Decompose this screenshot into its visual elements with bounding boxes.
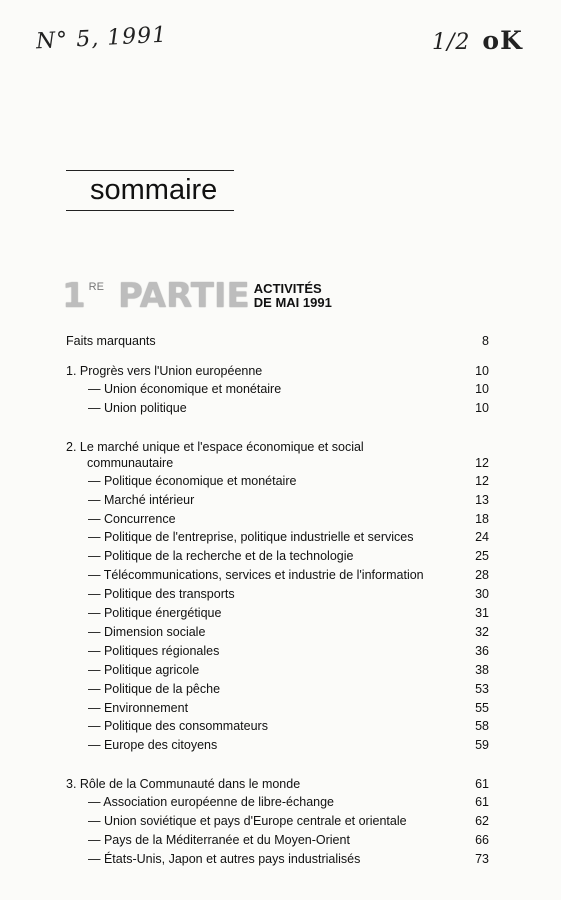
toc-entry-page: 10 <box>475 364 489 378</box>
toc-entry-page: 30 <box>475 587 489 601</box>
toc-entry-label: — Europe des citoyens <box>88 738 218 752</box>
handwritten-fraction: 1/2 <box>432 30 471 55</box>
toc-entry-page: 53 <box>475 682 489 696</box>
toc-entry-page: 18 <box>475 512 489 526</box>
toc-entry-label: — Politique des consommateurs <box>88 719 268 733</box>
toc-entry-label: 2. Le marché unique et l'espace économique et social <box>66 440 364 454</box>
toc-entry-page: 25 <box>475 549 489 563</box>
part-superscript: RE <box>88 281 104 293</box>
toc-entry-page: 36 <box>475 644 489 658</box>
toc-entry-label: — Politique agricole <box>88 663 200 677</box>
toc-entry-page: 31 <box>475 606 489 620</box>
toc-entry-label: — Politique de la recherche et de la technologie <box>88 549 354 563</box>
toc-entry-label: — Dimension sociale <box>88 625 206 639</box>
part-heading <box>62 276 332 316</box>
toc-entry-label: — Union politique <box>88 401 187 415</box>
toc-entry-page: 12 <box>475 456 489 470</box>
toc-entry-page: 73 <box>475 852 489 866</box>
toc-entry-label: — Politique des transports <box>88 587 235 601</box>
toc-entry-page: 10 <box>475 382 489 396</box>
toc-entry-label: — Pays de la Méditerranée et du Moyen-Orient <box>88 833 350 847</box>
part-label-line2: DE MAI 1991 <box>253 295 332 310</box>
title-rule-bottom <box>66 210 234 211</box>
toc-entry-label: 3. Rôle de la Communauté dans le monde <box>66 777 301 791</box>
handwritten-issue-note: N° 5, 1991 <box>35 22 168 55</box>
toc-entry-page: 38 <box>475 663 489 677</box>
part-number: 1 <box>62 276 86 316</box>
toc-entry-page: 28 <box>475 568 489 582</box>
toc-entry-label: — Politique de la pêche <box>88 682 221 696</box>
toc-entry-page: 66 <box>475 833 489 847</box>
toc-entry-label: 1. Progrès vers l'Union européenne <box>66 364 263 378</box>
toc-entry-label: communautaire <box>87 456 174 470</box>
toc-entry-page: 58 <box>475 719 489 733</box>
handwritten-ok: oK <box>482 26 523 55</box>
toc-entry-page: 61 <box>475 795 489 809</box>
toc-entry-page: 55 <box>475 701 489 715</box>
toc-entry-page: 12 <box>475 474 489 488</box>
toc-entry-label: — Union soviétique et pays d'Europe centrale et orientale <box>88 814 407 828</box>
toc-entry-page: 13 <box>475 493 489 507</box>
toc-entry-label: — Association européenne de libre-échange <box>88 795 335 809</box>
toc-entry-label: — Marché intérieur <box>88 493 195 507</box>
toc-entry-label: — Concurrence <box>88 512 176 526</box>
toc-entry-page: 24 <box>475 530 489 544</box>
toc-entry-page: 61 <box>475 777 489 791</box>
part-label <box>254 282 332 310</box>
toc-entry-page: 62 <box>475 814 489 828</box>
toc-entry-label: — Politique énergétique <box>88 606 222 620</box>
toc-entry-label: — Environnement <box>88 701 189 715</box>
toc-entry-label: — Union économique et monétaire <box>88 382 282 396</box>
toc-entry-page: 10 <box>475 401 489 415</box>
handwritten-ok-note <box>432 26 523 55</box>
toc-entry-page: 59 <box>475 738 489 752</box>
page-title: sommaire <box>90 174 218 206</box>
toc-entry-page: 8 <box>482 334 489 348</box>
toc-entry-label: — Politique économique et monétaire <box>88 474 297 488</box>
toc-entry-label: — Politiques régionales <box>88 644 220 658</box>
toc-entry-label: — Télécommunications, services et industrie de l'information <box>88 568 424 582</box>
toc-entry-page: 32 <box>475 625 489 639</box>
part-label-line1: ACTIVITÉS <box>253 281 322 296</box>
toc-entry-label: — États-Unis, Japon et autres pays industrialisés <box>88 852 361 866</box>
toc-entry-label: — Politique de l'entreprise, politique industrielle et services <box>88 530 414 544</box>
toc-entry-label: Faits marquants <box>66 334 156 348</box>
part-word: PARTIE <box>117 276 250 316</box>
